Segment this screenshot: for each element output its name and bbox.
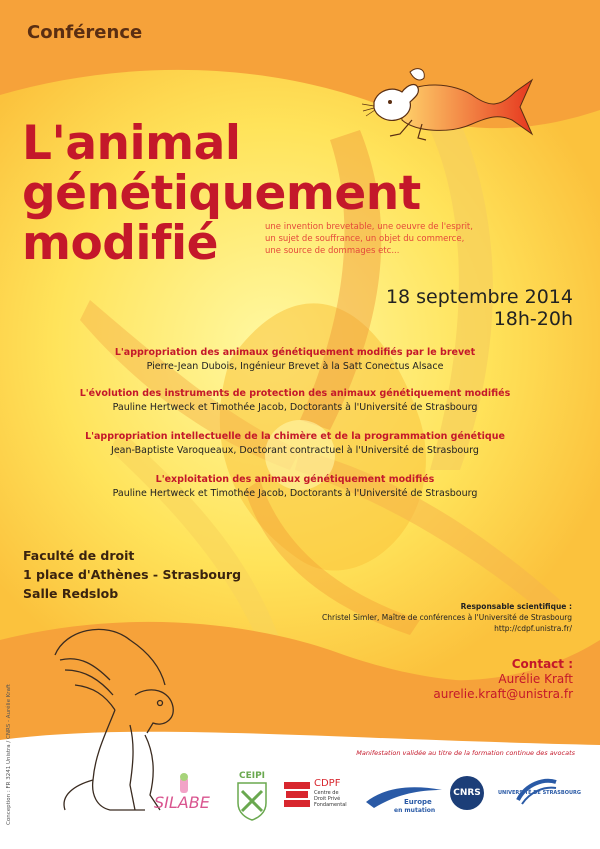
- subtitle-line: un sujet de souffrance, un objet du commerce,: [265, 234, 465, 244]
- talk-title: L'appropriation des animaux génétiquement modifiés par le brevet: [114, 347, 476, 358]
- title-line-2: génétiquement: [22, 166, 421, 221]
- scientific-lead-url[interactable]: http://cdpf.unistra.fr/: [494, 624, 572, 633]
- talk-speaker: Jean-Baptiste Varoqueaux, Doctorant contractuel à l'Université de Strasbourg: [111, 445, 479, 456]
- cdpf-books-icon: [284, 782, 310, 808]
- cdpf-subtitle-line: Fondamental: [314, 802, 347, 808]
- event-type-label: Conférence: [27, 22, 143, 43]
- event-date: 18 septembre 2014: [385, 286, 573, 308]
- event-time: 18h-20h: [493, 308, 573, 330]
- talk-item: [60, 474, 530, 499]
- ceipi-logo-text: CEIPI: [238, 771, 266, 781]
- cdpf-logo-text: CDPF: [314, 778, 341, 789]
- cdpf-logo-subtitle: [314, 790, 347, 808]
- ceipi-shield-icon: [232, 781, 272, 821]
- talk-item: [60, 431, 530, 456]
- talk-item: [60, 347, 530, 372]
- scientific-lead-label: Responsable scientifique :: [460, 602, 572, 611]
- cdpf-subtitle-line: Droit Privé: [314, 796, 341, 802]
- silabe-logo-text: SILABE: [154, 793, 210, 812]
- unistra-logo-text: UNIVERSITÉ DE STRASBOURG: [498, 790, 581, 796]
- talk-title: L'appropriation intellectuelle de la chimère et de la programmation génétique: [85, 431, 505, 442]
- venue-line: 1 place d'Athènes - Strasbourg: [23, 567, 242, 582]
- venue-line: Faculté de droit: [23, 548, 135, 563]
- design-credit: Conception : FR 3241 Unistra / CNRS - Aurélie Kraft: [6, 684, 12, 825]
- chimera-rat-fish-illustration: [360, 62, 535, 147]
- talk-title: L'exploitation des animaux génétiquement modifiés: [155, 474, 435, 485]
- title-line-1: L'animal: [22, 116, 241, 171]
- talk-item: [60, 388, 530, 413]
- cdpf-subtitle-line: Centre de: [314, 790, 339, 796]
- talk-speaker: Pauline Hertweck et Timothée Jacob, Doctorants à l'Université de Strasbourg: [112, 488, 478, 499]
- venue-line: Salle Redslob: [23, 586, 119, 601]
- scientific-lead-name: Christel Simler, Maître de conférences à l'Université de Strasbourg: [322, 613, 572, 622]
- scientific-lead: [322, 601, 572, 634]
- unistra-logo: [498, 776, 580, 816]
- accreditation-note: Manifestation validée au titre de la formation continue des avocats: [356, 749, 575, 757]
- contact-email[interactable]: aurelie.kraft@unistra.fr: [433, 687, 573, 701]
- event-schedule: [386, 286, 573, 330]
- ceipi-logo: [232, 771, 272, 823]
- venue: [23, 546, 241, 603]
- europe-logo-text: Europe: [404, 798, 432, 806]
- talk-title: L'évolution des instruments de protection des animaux génétiquement modifiés: [79, 388, 511, 399]
- europe-logo-subtitle: en mutation: [394, 807, 436, 814]
- cdpf-logo: [284, 778, 354, 818]
- subtitle-line: une source de dommages etc...: [265, 246, 400, 256]
- subtitle-line: une invention brevetable, une oeuvre de l'esprit,: [265, 222, 473, 232]
- contact: [433, 657, 573, 702]
- contact-label: Contact :: [511, 657, 573, 671]
- subtitle: [265, 221, 485, 257]
- cnrs-logo: [450, 776, 484, 810]
- europe-en-mutation-logo: [364, 780, 444, 820]
- talk-speaker: Pierre-Jean Dubois, Ingénieur Brevet à la Satt Conectus Alsace: [146, 361, 444, 372]
- silabe-logo: [150, 773, 220, 821]
- contact-name: Aurélie Kraft: [498, 672, 573, 686]
- title-line-3: modifié: [22, 216, 218, 271]
- talk-speaker: Pauline Hertweck et Timothée Jacob, Doctorants à l'Université de Strasbourg: [112, 402, 478, 413]
- cnrs-logo-text: CNRS: [453, 788, 481, 798]
